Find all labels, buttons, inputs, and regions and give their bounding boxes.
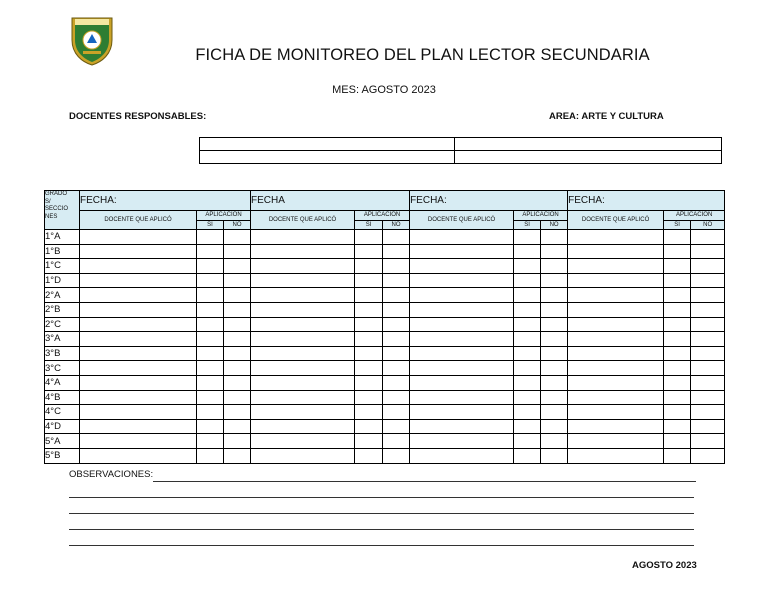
no-cell[interactable] bbox=[383, 230, 410, 245]
aplicacion-header: APLICACION bbox=[664, 211, 725, 221]
si-cell[interactable] bbox=[355, 448, 383, 463]
docente-cell[interactable] bbox=[568, 302, 664, 317]
no-cell[interactable] bbox=[383, 332, 410, 347]
fecha-header: FECHA: bbox=[80, 191, 251, 211]
si-cell[interactable] bbox=[355, 302, 383, 317]
docente-cell[interactable] bbox=[568, 346, 664, 361]
si-cell[interactable] bbox=[197, 244, 224, 259]
no-cell[interactable] bbox=[224, 332, 251, 347]
si-cell[interactable] bbox=[514, 361, 541, 376]
no-cell[interactable] bbox=[541, 317, 568, 332]
si-cell[interactable] bbox=[355, 434, 383, 449]
observaciones-label: OBSERVACIONES: bbox=[69, 469, 154, 480]
no-cell[interactable] bbox=[383, 375, 410, 390]
no-cell[interactable] bbox=[541, 302, 568, 317]
docente-cell[interactable] bbox=[251, 346, 355, 361]
no-cell[interactable] bbox=[383, 346, 410, 361]
aplicacion-header: APLICACIÓN bbox=[197, 211, 251, 221]
no-cell[interactable] bbox=[691, 317, 725, 332]
docente-cell[interactable] bbox=[568, 332, 664, 347]
no-cell[interactable] bbox=[541, 273, 568, 288]
no-cell[interactable] bbox=[224, 317, 251, 332]
no-header: NO bbox=[224, 221, 251, 230]
si-cell[interactable] bbox=[355, 405, 383, 420]
docente-cell[interactable] bbox=[80, 302, 197, 317]
si-cell[interactable] bbox=[355, 273, 383, 288]
no-header: NO bbox=[691, 221, 725, 230]
no-cell[interactable] bbox=[224, 273, 251, 288]
docente-cell[interactable] bbox=[80, 361, 197, 376]
no-cell[interactable] bbox=[691, 332, 725, 347]
si-cell[interactable] bbox=[197, 361, 224, 376]
no-cell[interactable] bbox=[224, 390, 251, 405]
no-cell[interactable] bbox=[224, 405, 251, 420]
no-cell[interactable] bbox=[383, 419, 410, 434]
docente-cell[interactable] bbox=[80, 288, 197, 303]
docente-cell[interactable] bbox=[80, 230, 197, 245]
docente-cell[interactable] bbox=[410, 405, 514, 420]
si-cell[interactable] bbox=[197, 273, 224, 288]
docente-cell[interactable] bbox=[568, 448, 664, 463]
si-cell[interactable] bbox=[197, 375, 224, 390]
si-cell[interactable] bbox=[197, 317, 224, 332]
no-cell[interactable] bbox=[691, 244, 725, 259]
si-cell[interactable] bbox=[197, 390, 224, 405]
table-row bbox=[45, 405, 725, 420]
no-cell[interactable] bbox=[691, 288, 725, 303]
si-cell[interactable] bbox=[664, 405, 691, 420]
no-cell[interactable] bbox=[691, 448, 725, 463]
grade-cell: 2°A bbox=[45, 288, 80, 303]
docente-cell[interactable] bbox=[251, 288, 355, 303]
no-cell[interactable] bbox=[383, 405, 410, 420]
grade-cell: 5°A bbox=[45, 434, 80, 449]
si-cell[interactable] bbox=[514, 448, 541, 463]
no-cell[interactable] bbox=[541, 288, 568, 303]
no-cell[interactable] bbox=[541, 361, 568, 376]
area-label: AREA: ARTE Y CULTURA bbox=[549, 111, 664, 122]
no-cell[interactable] bbox=[383, 288, 410, 303]
grado-header: GRADO S/ SECCIO NES bbox=[45, 191, 80, 230]
no-cell[interactable] bbox=[383, 448, 410, 463]
si-cell[interactable] bbox=[197, 302, 224, 317]
si-cell[interactable] bbox=[664, 244, 691, 259]
docente-cell[interactable] bbox=[80, 273, 197, 288]
no-cell[interactable] bbox=[691, 419, 725, 434]
docente-cell[interactable] bbox=[251, 302, 355, 317]
docente-cell[interactable] bbox=[251, 419, 355, 434]
si-cell[interactable] bbox=[514, 244, 541, 259]
si-cell[interactable] bbox=[197, 405, 224, 420]
si-cell[interactable] bbox=[197, 332, 224, 347]
no-cell[interactable] bbox=[224, 448, 251, 463]
page-title: FICHA DE MONITOREO DEL PLAN LECTOR SECUNDARIA bbox=[195, 46, 650, 64]
no-cell[interactable] bbox=[383, 317, 410, 332]
si-cell[interactable] bbox=[355, 230, 383, 245]
docente-cell[interactable] bbox=[251, 448, 355, 463]
no-cell[interactable] bbox=[383, 302, 410, 317]
observaciones-line[interactable] bbox=[153, 481, 696, 482]
docente-cell[interactable] bbox=[410, 448, 514, 463]
docente-cell[interactable] bbox=[251, 273, 355, 288]
si-cell[interactable] bbox=[514, 302, 541, 317]
si-cell[interactable] bbox=[664, 448, 691, 463]
docente-cell[interactable] bbox=[251, 375, 355, 390]
docente-cell[interactable] bbox=[80, 317, 197, 332]
table-row bbox=[45, 288, 725, 303]
no-cell[interactable] bbox=[541, 434, 568, 449]
no-cell[interactable] bbox=[541, 419, 568, 434]
aplicacion-header: APLICACION bbox=[514, 211, 568, 221]
docente-cell[interactable] bbox=[251, 361, 355, 376]
si-cell[interactable] bbox=[355, 259, 383, 274]
si-cell[interactable] bbox=[514, 332, 541, 347]
docente-cell[interactable] bbox=[410, 434, 514, 449]
grade-cell: 2°B bbox=[45, 302, 80, 317]
docente-cell[interactable] bbox=[568, 405, 664, 420]
docente-cell[interactable] bbox=[410, 317, 514, 332]
si-cell[interactable] bbox=[664, 288, 691, 303]
grade-cell: 1°C bbox=[45, 259, 80, 274]
si-cell[interactable] bbox=[514, 419, 541, 434]
docente-cell[interactable] bbox=[410, 273, 514, 288]
si-cell[interactable] bbox=[514, 288, 541, 303]
docente-cell[interactable] bbox=[80, 244, 197, 259]
footer-date: AGOSTO 2023 bbox=[632, 560, 697, 571]
grade-cell: 4°D bbox=[45, 419, 80, 434]
docente-cell[interactable] bbox=[410, 346, 514, 361]
docente-cell[interactable] bbox=[80, 332, 197, 347]
fecha-header: FECHA bbox=[251, 191, 410, 211]
si-cell[interactable] bbox=[355, 332, 383, 347]
si-cell[interactable] bbox=[355, 244, 383, 259]
observaciones-line[interactable] bbox=[69, 529, 694, 530]
docente-cell[interactable] bbox=[80, 346, 197, 361]
docente-cell[interactable] bbox=[251, 405, 355, 420]
docente-cell[interactable] bbox=[80, 405, 197, 420]
docente-cell[interactable] bbox=[410, 244, 514, 259]
si-cell[interactable] bbox=[514, 390, 541, 405]
si-cell[interactable] bbox=[514, 405, 541, 420]
no-cell[interactable] bbox=[541, 448, 568, 463]
si-cell[interactable] bbox=[664, 317, 691, 332]
si-cell[interactable] bbox=[664, 230, 691, 245]
si-cell[interactable] bbox=[197, 448, 224, 463]
si-header: SI bbox=[355, 221, 383, 230]
docente-cell[interactable] bbox=[251, 259, 355, 274]
docente-cell[interactable] bbox=[410, 375, 514, 390]
si-cell[interactable] bbox=[664, 375, 691, 390]
table-row bbox=[45, 419, 725, 434]
no-cell[interactable] bbox=[224, 244, 251, 259]
responsable-field[interactable] bbox=[200, 138, 455, 151]
docente-cell[interactable] bbox=[251, 317, 355, 332]
si-cell[interactable] bbox=[664, 259, 691, 274]
grade-cell: 3°C bbox=[45, 361, 80, 376]
docente-cell[interactable] bbox=[410, 288, 514, 303]
docente-header: DOCENTE QUE APLICÓ bbox=[80, 211, 197, 230]
no-cell[interactable] bbox=[691, 361, 725, 376]
docente-cell[interactable] bbox=[410, 230, 514, 245]
si-cell[interactable] bbox=[514, 346, 541, 361]
docente-cell[interactable] bbox=[568, 434, 664, 449]
docente-cell[interactable] bbox=[251, 230, 355, 245]
no-cell[interactable] bbox=[691, 259, 725, 274]
docente-cell[interactable] bbox=[80, 259, 197, 274]
table-row bbox=[45, 302, 725, 317]
si-cell[interactable] bbox=[355, 317, 383, 332]
docente-cell[interactable] bbox=[80, 375, 197, 390]
no-cell[interactable] bbox=[224, 288, 251, 303]
docente-cell[interactable] bbox=[410, 419, 514, 434]
docente-cell[interactable] bbox=[251, 434, 355, 449]
responsable-field[interactable] bbox=[455, 138, 722, 151]
si-cell[interactable] bbox=[664, 346, 691, 361]
fecha-header: FECHA: bbox=[410, 191, 568, 211]
no-cell[interactable] bbox=[541, 405, 568, 420]
docente-cell[interactable] bbox=[568, 244, 664, 259]
docente-cell[interactable] bbox=[568, 317, 664, 332]
no-cell[interactable] bbox=[383, 244, 410, 259]
docente-cell[interactable] bbox=[80, 419, 197, 434]
no-cell[interactable] bbox=[383, 361, 410, 376]
observaciones-line[interactable] bbox=[69, 513, 694, 514]
table-row bbox=[45, 230, 725, 245]
grade-cell: 4°B bbox=[45, 390, 80, 405]
no-cell[interactable] bbox=[224, 259, 251, 274]
si-cell[interactable] bbox=[664, 419, 691, 434]
table-row bbox=[45, 317, 725, 332]
docente-cell[interactable] bbox=[568, 288, 664, 303]
table-row bbox=[45, 259, 725, 274]
table-row bbox=[45, 361, 725, 376]
docente-cell[interactable] bbox=[568, 390, 664, 405]
table-row bbox=[45, 346, 725, 361]
docente-cell[interactable] bbox=[410, 390, 514, 405]
monitoring-table bbox=[44, 190, 725, 464]
grade-cell: 1°D bbox=[45, 273, 80, 288]
grade-cell: 5°B bbox=[45, 448, 80, 463]
docente-cell[interactable] bbox=[568, 361, 664, 376]
docente-cell[interactable] bbox=[80, 434, 197, 449]
si-cell[interactable] bbox=[664, 361, 691, 376]
no-cell[interactable] bbox=[691, 434, 725, 449]
docente-cell[interactable] bbox=[251, 390, 355, 405]
si-cell[interactable] bbox=[355, 390, 383, 405]
table-row bbox=[45, 434, 725, 449]
grade-cell: 3°A bbox=[45, 332, 80, 347]
si-header: SI bbox=[197, 221, 224, 230]
si-cell[interactable] bbox=[355, 361, 383, 376]
si-cell[interactable] bbox=[355, 346, 383, 361]
si-cell[interactable] bbox=[197, 230, 224, 245]
no-cell[interactable] bbox=[224, 434, 251, 449]
no-cell[interactable] bbox=[541, 332, 568, 347]
si-cell[interactable] bbox=[514, 273, 541, 288]
si-cell[interactable] bbox=[197, 288, 224, 303]
no-header: NO bbox=[541, 221, 568, 230]
no-cell[interactable] bbox=[383, 434, 410, 449]
si-cell[interactable] bbox=[514, 317, 541, 332]
si-cell[interactable] bbox=[514, 434, 541, 449]
si-cell[interactable] bbox=[664, 434, 691, 449]
responsable-field[interactable] bbox=[200, 151, 455, 164]
no-cell[interactable] bbox=[541, 230, 568, 245]
docente-cell[interactable] bbox=[568, 259, 664, 274]
table-row bbox=[45, 375, 725, 390]
si-cell[interactable] bbox=[514, 230, 541, 245]
no-cell[interactable] bbox=[541, 244, 568, 259]
aplicacion-header: APLICACION bbox=[355, 211, 410, 221]
si-cell[interactable] bbox=[197, 434, 224, 449]
si-header: SI bbox=[664, 221, 691, 230]
no-cell[interactable] bbox=[691, 405, 725, 420]
docente-cell[interactable] bbox=[568, 375, 664, 390]
month-label: MES: AGOSTO 2023 bbox=[332, 84, 436, 96]
no-cell[interactable] bbox=[383, 259, 410, 274]
grade-cell: 1°A bbox=[45, 230, 80, 245]
no-cell[interactable] bbox=[691, 346, 725, 361]
grade-cell: 4°A bbox=[45, 375, 80, 390]
si-cell[interactable] bbox=[664, 390, 691, 405]
no-cell[interactable] bbox=[541, 346, 568, 361]
docente-cell[interactable] bbox=[568, 419, 664, 434]
table-row bbox=[45, 273, 725, 288]
si-header: SI bbox=[514, 221, 541, 230]
table-row bbox=[45, 390, 725, 405]
observaciones-line[interactable] bbox=[69, 497, 694, 498]
si-cell[interactable] bbox=[197, 346, 224, 361]
no-cell[interactable] bbox=[224, 419, 251, 434]
no-cell[interactable] bbox=[224, 375, 251, 390]
si-cell[interactable] bbox=[664, 273, 691, 288]
grade-cell: 4°C bbox=[45, 405, 80, 420]
no-cell[interactable] bbox=[541, 375, 568, 390]
docente-cell[interactable] bbox=[568, 230, 664, 245]
fecha-header: FECHA: bbox=[568, 191, 725, 211]
docente-cell[interactable] bbox=[410, 332, 514, 347]
no-cell[interactable] bbox=[691, 390, 725, 405]
responsable-field[interactable] bbox=[455, 151, 722, 164]
si-cell[interactable] bbox=[355, 288, 383, 303]
docente-cell[interactable] bbox=[251, 244, 355, 259]
grade-cell: 3°B bbox=[45, 346, 80, 361]
no-cell[interactable] bbox=[224, 230, 251, 245]
grade-cell: 2°C bbox=[45, 317, 80, 332]
no-cell[interactable] bbox=[691, 302, 725, 317]
no-cell[interactable] bbox=[691, 273, 725, 288]
no-cell[interactable] bbox=[383, 390, 410, 405]
si-cell[interactable] bbox=[197, 259, 224, 274]
si-cell[interactable] bbox=[664, 332, 691, 347]
docente-cell[interactable] bbox=[251, 332, 355, 347]
table-row bbox=[45, 244, 725, 259]
docentes-label: DOCENTES RESPONSABLES: bbox=[69, 111, 207, 122]
no-cell[interactable] bbox=[224, 346, 251, 361]
observaciones-line[interactable] bbox=[69, 545, 694, 546]
no-cell[interactable] bbox=[541, 390, 568, 405]
no-cell[interactable] bbox=[224, 302, 251, 317]
si-cell[interactable] bbox=[664, 302, 691, 317]
no-cell[interactable] bbox=[383, 273, 410, 288]
docente-header: DOCENTE QUE APLICÓ bbox=[410, 211, 514, 230]
si-cell[interactable] bbox=[355, 419, 383, 434]
docente-cell[interactable] bbox=[410, 361, 514, 376]
si-cell[interactable] bbox=[197, 419, 224, 434]
no-cell[interactable] bbox=[541, 259, 568, 274]
grade-cell: 1°B bbox=[45, 244, 80, 259]
no-cell[interactable] bbox=[224, 361, 251, 376]
docente-header: DOCENTE QUE APLICÓ bbox=[251, 211, 355, 230]
no-cell[interactable] bbox=[691, 230, 725, 245]
docente-cell[interactable] bbox=[410, 302, 514, 317]
docente-cell[interactable] bbox=[80, 448, 197, 463]
table-row bbox=[45, 332, 725, 347]
si-cell[interactable] bbox=[514, 375, 541, 390]
si-cell[interactable] bbox=[514, 259, 541, 274]
docente-cell[interactable] bbox=[410, 259, 514, 274]
docente-cell[interactable] bbox=[80, 390, 197, 405]
table-row bbox=[45, 448, 725, 463]
grade-rows bbox=[45, 230, 725, 464]
docente-header: DOCENTE QUE APLICÓ bbox=[568, 211, 664, 230]
no-cell[interactable] bbox=[691, 375, 725, 390]
docente-cell[interactable] bbox=[568, 273, 664, 288]
si-cell[interactable] bbox=[355, 375, 383, 390]
responsables-box bbox=[199, 137, 722, 164]
no-header: NO bbox=[383, 221, 410, 230]
